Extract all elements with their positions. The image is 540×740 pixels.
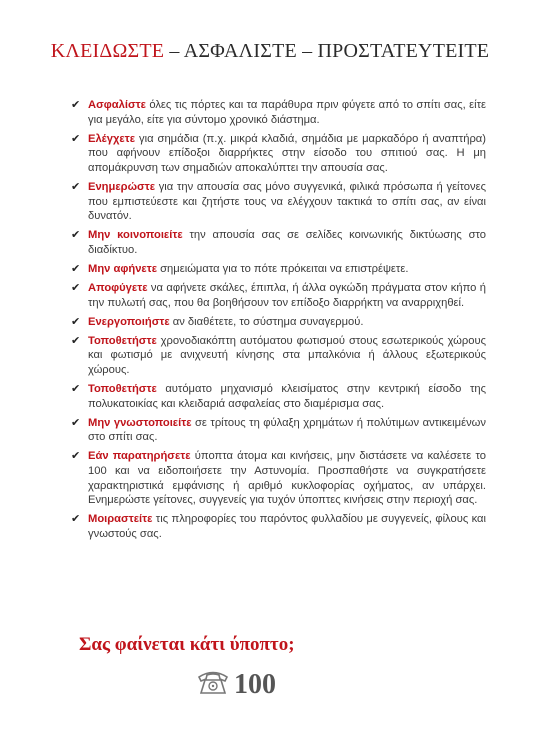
title-lock: ΚΛΕΙΔΩΣΤΕ <box>50 40 165 62</box>
tip-keyword: Ενεργοποιήστε <box>88 315 170 328</box>
tip-keyword: Αποφύγετε <box>88 282 148 295</box>
tip-item <box>70 416 486 445</box>
page-title <box>0 40 540 63</box>
tip-item <box>70 281 486 310</box>
checkmark-icon: ✔ <box>71 382 81 396</box>
checkmark-icon: ✔ <box>71 415 81 429</box>
checkmark-icon: ✔ <box>71 512 81 526</box>
checkmark-icon: ✔ <box>71 281 81 295</box>
tip-text: για την απουσία σας μόνο συγγενικά, φιλικά πρόσωπα ή γείτονες που εμπιστεύεστε και ζητήστε τους να ελέγχουν τακτικά το σπίτι σας, αν είναι δυνατόν. <box>88 180 486 223</box>
tip-text: την απουσία σας σε σελίδες κοινωνικής δικτύωσης στο διαδίκτυο. <box>88 229 487 256</box>
tips-list <box>70 98 486 546</box>
checkmark-icon: ✔ <box>71 314 81 328</box>
tip-keyword: Μην γνωστοποιείτε <box>88 416 192 429</box>
telephone-icon <box>196 668 230 701</box>
tip-item <box>70 382 486 411</box>
tip-item <box>70 449 486 507</box>
checkmark-icon: ✔ <box>71 333 81 347</box>
title-rest: ΑΣΦΑΛΙΣΤΕ – ΠΡΟΣΤΑΤΕΥΤΕΙΤΕ <box>183 40 490 62</box>
tip-text: να αφήνετε σκάλες, έπιπλα, ή άλλα ογκώδη πράγματα στον κήπο ή την πυλωτή σας, που θα βοηθήσουν τον επίδοξο διαρρήκτη να αναρριχηθεί. <box>88 282 486 309</box>
tip-text: χρονοδιακόπτη αυτόματου φωτισμού στους εσωτερικούς χώρους και φωτισμό με ανιχνευτή κίνησης στα μπαλκόνια ή άλλους εξωτερικούς χώρους. <box>88 334 486 376</box>
tip-keyword: Ασφαλίστε <box>88 99 146 111</box>
checkmark-icon: ✔ <box>71 228 81 242</box>
emergency-number <box>196 668 276 701</box>
phone-number: 100 <box>234 668 276 700</box>
tip-text: τις πληροφορίες του παρόντος φυλλαδίου με συγγενείς, φίλους και γνωστούς σας. <box>88 513 486 540</box>
checkmark-icon: ✔ <box>71 131 81 145</box>
tip-text: όλες τις πόρτες και τα παράθυρα πριν φύγετε από το σπίτι σας, είτε για μεγάλο, είτε για σύντομο χρονικό διάστημα. <box>88 99 486 126</box>
suspicious-question: Σας φαίνεται κάτι ύποπτο; <box>79 634 295 655</box>
title-separator: – <box>164 40 184 62</box>
tip-keyword: Μην κοινοποιείτε <box>88 229 183 242</box>
tip-text: ύποπτα άτομα και κινήσεις, μην διστάσετε να καλέσετε το 100 και να ειδοποιήσετε την Αστυνομία. Προσπαθήστε να συγκρατήσετε χαρακτηριστικά εμφάνισης ή αριθμό κυκλοφορίας οχήματος, αν υπάρχει. Ενημερώστε γείτονες, συγγενείς για τυχόν ύποπτες κινήσεις στην περιοχή σας. <box>88 450 486 507</box>
tip-keyword: Τοποθετήστε <box>88 383 157 396</box>
tip-text: σημειώματα για το πότε πρόκειται να επιστρέψετε. <box>157 262 409 275</box>
tip-text: αν διαθέτετε, το σύστημα συναγερμού. <box>169 315 364 328</box>
checkmark-icon: ✔ <box>71 261 81 275</box>
tip-item <box>70 262 486 277</box>
tip-item <box>70 512 486 541</box>
tip-item <box>70 132 486 176</box>
tip-keyword: Ενημερώστε <box>88 180 155 193</box>
checkmark-icon: ✔ <box>71 98 81 111</box>
tip-item <box>70 180 486 224</box>
tip-text: αυτόματο μηχανισμό κλεισίματος στην κεντρική είσοδο της πολυκατοικίας και κλειδαριά ασφαλείας στο διαμέρισμα σας. <box>88 383 486 410</box>
tip-keyword: Τοποθετήστε <box>88 334 157 347</box>
tip-item <box>70 228 486 257</box>
checkmark-icon: ✔ <box>71 179 81 193</box>
tip-text: για σημάδια (π.χ. μικρά κλαδιά, σημάδια με μαρκαδόρο ή αναπτήρα) που αφήνουν επίδοξοι διαρρήκτες στην είσοδο του σπιτιού σας. Η μη απομάκρυνση των σημαδιών αποκαλύπτει την απουσία σας. <box>88 132 486 174</box>
tip-item <box>70 334 486 378</box>
tip-keyword: Μην αφήνετε <box>88 262 158 275</box>
tip-keyword: Ελέγχετε <box>88 132 136 145</box>
tip-item <box>70 315 486 330</box>
checkmark-icon: ✔ <box>71 449 81 463</box>
tip-item <box>70 98 486 127</box>
tip-keyword: Μοιραστείτε <box>88 513 153 526</box>
tip-text: σε τρίτους τη φύλαξη χρημάτων ή πολύτιμων αντικειμένων στο σπίτι σας. <box>88 416 486 444</box>
tip-keyword: Εάν παρατηρήσετε <box>88 450 191 463</box>
